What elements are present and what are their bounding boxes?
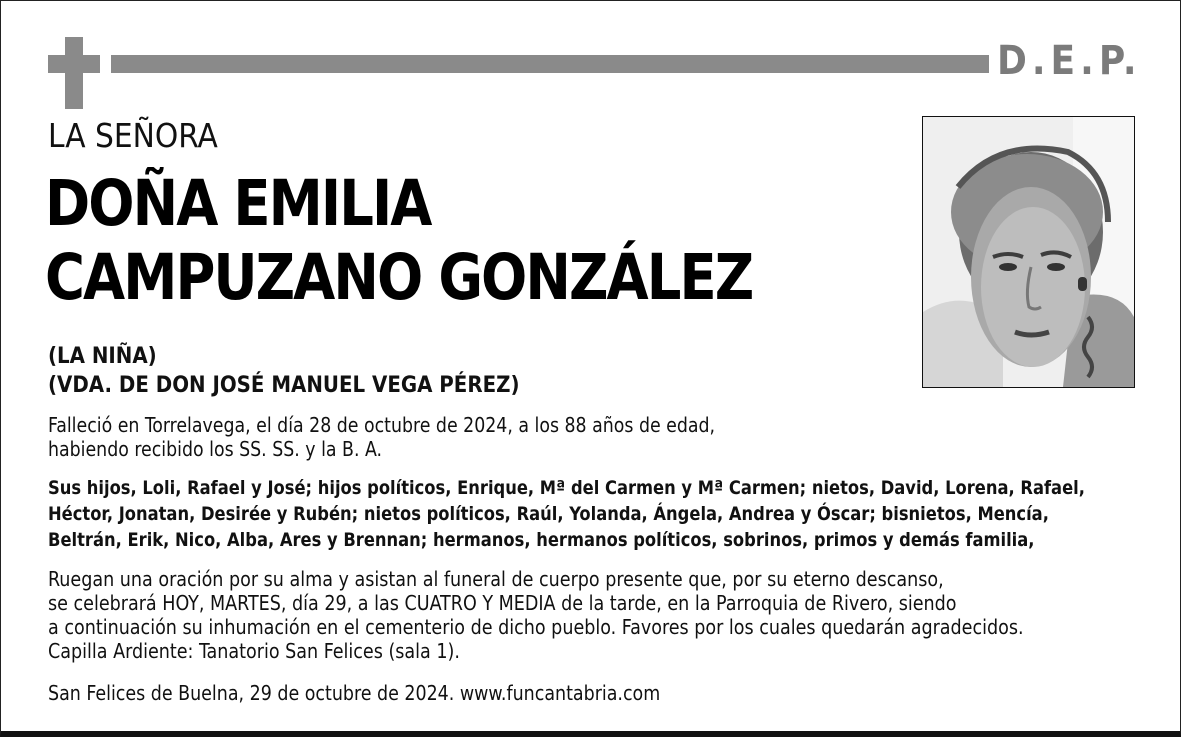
funeral-details	[48, 567, 1024, 663]
nickname: (LA NIÑA)	[48, 344, 157, 369]
family-list	[48, 475, 1085, 553]
portrait-photo	[922, 116, 1135, 388]
text-line: Héctor, Jonatan, Desirée y Rubén; nietos políticos, Raúl, Yolanda, Ángela, Andrea y Óscar; bisnietos, Mencía,	[48, 503, 1049, 525]
text-line: se celebrará HOY, MARTES, día 29, a las CUATRO Y MEDIA de la tarde, en la Parroquia de Rivero, siendo	[48, 591, 957, 615]
name-line-2: CAMPUZANO GONZÁLEZ	[45, 241, 753, 314]
title-prefix: LA SEÑORA	[48, 116, 218, 155]
text-line: Beltrán, Erik, Nico, Alba, Ares y Brennan; hermanos, hermanos políticos, sobrinos, primos y demás familia,	[48, 529, 1035, 551]
text-line: Falleció en Torrelavega, el día 28 de octubre de 2024, a los 88 años de edad,	[48, 413, 716, 437]
header-rule	[111, 55, 989, 73]
nickname-block	[48, 342, 520, 400]
portrait-image	[923, 117, 1134, 387]
dep-badge: D.E.P.	[997, 38, 1142, 84]
text-line: Sus hijos, Loli, Rafael y José; hijos políticos, Enrique, Mª del Carmen y Mª Carmen; nietos, David, Lorena, Rafael,	[48, 477, 1085, 499]
widow-note: (VDA. DE DON JOSÉ MANUEL VEGA PÉREZ)	[48, 373, 520, 398]
text-line: Ruegan una oración por su alma y asistan al funeral de cuerpo presente que, por su eterno descanso,	[48, 567, 944, 591]
text-line: habiendo recibido los SS. SS. y la B. A.	[48, 437, 383, 461]
cross-icon-bar	[48, 55, 100, 73]
name-line-1: DOÑA EMILIA	[45, 167, 431, 240]
footer-line: San Felices de Buelna, 29 de octubre de 2024. www.funcantabria.com	[48, 681, 661, 705]
text-line: Capilla Ardiente: Tanatorio San Felices (sala 1).	[48, 639, 460, 663]
death-notice	[48, 413, 715, 461]
deceased-name	[45, 167, 752, 315]
text-line: a continuación su inhumación en el cementerio de dicho pueblo. Favores por los cuales quedarán agradecidos.	[48, 615, 1024, 639]
cross-icon	[65, 37, 83, 109]
